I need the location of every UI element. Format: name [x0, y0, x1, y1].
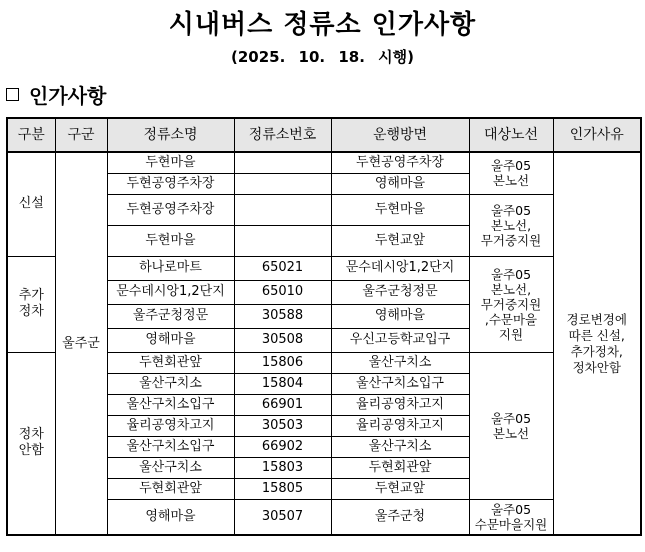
- direction: 두현공영주차장: [331, 152, 469, 173]
- route-cell: 울주05 본노선, 무거중지원: [469, 194, 553, 256]
- stop-number: 15803: [234, 457, 331, 478]
- section-label: 인가사항: [29, 84, 107, 108]
- stop-name: 두현회관앞: [107, 352, 234, 373]
- stop-name: 두현마을: [107, 225, 234, 256]
- header-reason: 인가사유: [553, 118, 641, 152]
- checkbox-square-icon: [6, 88, 19, 101]
- header-district: 구군: [55, 118, 107, 152]
- header-category: 구분: [7, 118, 55, 152]
- header-route: 대상노선: [469, 118, 553, 152]
- header-stop-name: 정류소명: [107, 118, 234, 152]
- stop-number: 30588: [234, 304, 331, 328]
- stop-name: 영해마을: [107, 499, 234, 535]
- stop-name: 울산구치소: [107, 373, 234, 394]
- route-cell: 울주05 본노선, 무거중지원 ,수문마을 지원: [469, 256, 553, 352]
- page-title: 시내버스 정류소 인가사항: [168, 10, 477, 40]
- stop-number: [234, 173, 331, 194]
- stop-name: 영해마을: [107, 328, 234, 352]
- stop-number: 30503: [234, 415, 331, 436]
- direction: 율리공영차고지: [331, 415, 469, 436]
- stop-number: 66901: [234, 394, 331, 415]
- stop-number: [234, 194, 331, 225]
- direction: 두현교앞: [331, 478, 469, 499]
- direction: 영해마을: [331, 173, 469, 194]
- stop-number: 15805: [234, 478, 331, 499]
- category-add: 추가 정차: [7, 256, 55, 352]
- direction: 울산구치소: [331, 352, 469, 373]
- effective-date: (2025. 10. 18. 시행): [231, 48, 414, 66]
- stop-number: 65010: [234, 280, 331, 304]
- category-new: 신설: [7, 152, 55, 256]
- header-direction: 운행방면: [331, 118, 469, 152]
- stop-number: 65021: [234, 256, 331, 280]
- direction: 문수데시앙1,2단지: [331, 256, 469, 280]
- stop-number: [234, 225, 331, 256]
- stop-name: 울산구치소: [107, 457, 234, 478]
- table-header-row: [7, 118, 641, 152]
- stop-number: 30508: [234, 328, 331, 352]
- stop-name: 울산구치소입구: [107, 436, 234, 457]
- direction: 두현회관앞: [331, 457, 469, 478]
- direction: 영해마을: [331, 304, 469, 328]
- stop-number: 66902: [234, 436, 331, 457]
- direction: 울산구치소입구: [331, 373, 469, 394]
- direction: 두현교앞: [331, 225, 469, 256]
- direction: 울산구치소: [331, 436, 469, 457]
- header-stop-number: 정류소번호: [234, 118, 331, 152]
- reason-cell: 경로변경에 따른 신설, 추가정차, 정차안함: [553, 152, 641, 535]
- section-heading: [6, 80, 106, 109]
- stop-number: [234, 152, 331, 173]
- category-stop: 정차 안함: [7, 352, 55, 535]
- stop-name: 두현마을: [107, 152, 234, 173]
- direction: 울주군청: [331, 499, 469, 535]
- direction: 우신고등학교입구: [331, 328, 469, 352]
- stop-name: 문수데시앙1,2단지: [107, 280, 234, 304]
- district-cell: 울주군: [55, 152, 107, 535]
- stop-name: 두현회관앞: [107, 478, 234, 499]
- stop-name: 울산구치소입구: [107, 394, 234, 415]
- approval-table: [6, 117, 642, 536]
- direction: 울주군청정문: [331, 280, 469, 304]
- route-cell: 울주05 수문마을지원: [469, 499, 553, 535]
- stop-number: 30507: [234, 499, 331, 535]
- direction: 율리공영차고지: [331, 394, 469, 415]
- stop-name: 울주군청정문: [107, 304, 234, 328]
- stop-name: 율리공영차고지: [107, 415, 234, 436]
- direction: 두현마을: [331, 194, 469, 225]
- stop-name: 두현공영주차장: [107, 173, 234, 194]
- stop-number: 15806: [234, 352, 331, 373]
- stop-name: 하나로마트: [107, 256, 234, 280]
- route-cell: 울주05 본노선: [469, 352, 553, 499]
- table-row: [7, 152, 641, 173]
- stop-name: 두현공영주차장: [107, 194, 234, 225]
- stop-number: 15804: [234, 373, 331, 394]
- route-cell: 울주05 본노선: [469, 152, 553, 194]
